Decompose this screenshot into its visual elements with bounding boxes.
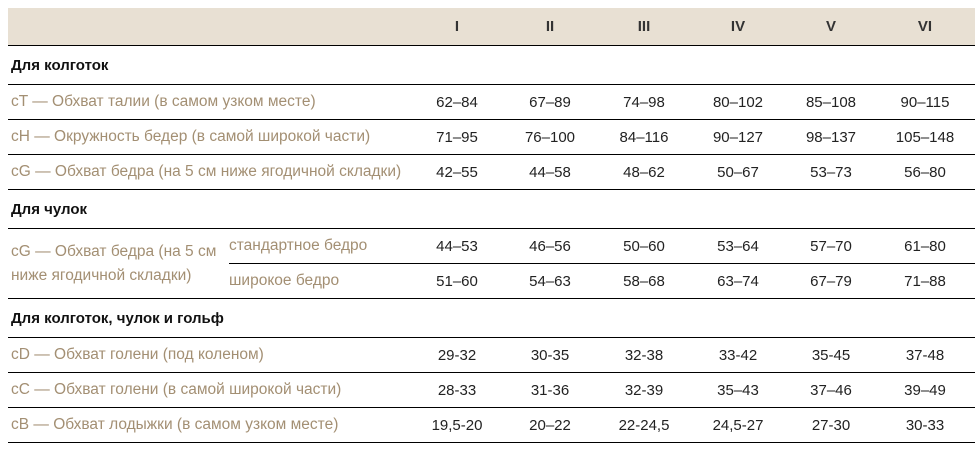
table-cell: 61–80 xyxy=(904,237,946,255)
subrow-label: широкое бедро xyxy=(229,272,340,289)
column-header: II xyxy=(545,18,555,35)
table-cell: 42–55 xyxy=(436,163,478,181)
table-cell: 67–79 xyxy=(810,272,852,290)
section-title: Для колготок, чулок и гольф xyxy=(11,309,224,327)
row-label-line: ниже ягодичной складки) xyxy=(11,267,192,284)
table-cell: 90–115 xyxy=(900,93,950,111)
column-header: III xyxy=(637,18,651,35)
section-title: Для колготок xyxy=(11,56,109,74)
row-label: cG — Обхват бедра (на 5 см ниже ягодичной складки) xyxy=(11,163,402,180)
row-label: cH — Окружность бедер (в самой широкой части) xyxy=(11,128,371,145)
section-row xyxy=(8,46,975,85)
section-row xyxy=(8,190,975,229)
table-cell: 57–70 xyxy=(810,237,852,255)
row-label: cC — Обхват голени (в самой широкой части) xyxy=(11,381,342,398)
table-cell: 54–63 xyxy=(529,272,571,290)
table-cell: 67–89 xyxy=(529,93,571,111)
table-cell: 30-33 xyxy=(905,416,945,434)
table-cell: 71–88 xyxy=(904,272,946,290)
column-header: I xyxy=(454,18,460,35)
table-cell: 50–60 xyxy=(623,237,665,255)
row-label: cB — Обхват лодыжки (в самом узком месте) xyxy=(11,416,339,433)
table-cell: 85–108 xyxy=(805,93,857,111)
table-cell: 62–84 xyxy=(436,93,478,111)
table-row xyxy=(8,264,975,299)
table-cell: 80–102 xyxy=(712,93,764,111)
column-header: IV xyxy=(730,18,746,35)
table-cell: 37-48 xyxy=(905,346,945,364)
table-row xyxy=(8,120,975,155)
table-row xyxy=(8,338,975,373)
table-row xyxy=(8,408,975,443)
table-cell: 30-35 xyxy=(530,346,570,364)
table-subrow xyxy=(229,229,975,264)
table-cell: 35–43 xyxy=(717,381,759,399)
table-cell: 22-24,5 xyxy=(618,416,670,434)
section-row xyxy=(8,299,975,338)
table-cell: 32-38 xyxy=(624,346,664,364)
table-cell: 20–22 xyxy=(529,416,571,434)
subrow-label: стандартное бедро xyxy=(229,237,368,254)
table-cell: 90–127 xyxy=(712,128,764,146)
table-cell: 74–98 xyxy=(623,93,665,111)
table-cell: 51–60 xyxy=(436,272,478,290)
table-cell: 28-33 xyxy=(437,381,477,399)
table-cell: 56–80 xyxy=(904,163,946,181)
table-cell: 58–68 xyxy=(623,272,665,290)
table-row xyxy=(8,85,975,120)
table-cell: 46–56 xyxy=(529,237,571,255)
table-cell: 53–64 xyxy=(717,237,759,255)
column-header: VI xyxy=(917,18,933,35)
table-cell: 33-42 xyxy=(718,346,758,364)
table-row xyxy=(8,155,975,190)
table-cell: 71–95 xyxy=(436,128,478,146)
table-cell: 44–58 xyxy=(529,163,571,181)
row-label: cD — Обхват голени (под коленом) xyxy=(11,346,264,363)
table-cell: 31-36 xyxy=(530,381,570,399)
table-cell: 48–62 xyxy=(623,163,665,181)
table-cell: 29-32 xyxy=(437,346,477,364)
table-cell: 24,5-27 xyxy=(712,416,764,434)
row-label-line: cG — Обхват бедра (на 5 см xyxy=(11,243,217,260)
table-cell: 27-30 xyxy=(811,416,851,434)
table-cell: 44–53 xyxy=(436,237,478,255)
row-label: cT — Обхват талии (в самом узком месте) xyxy=(11,93,316,110)
table-cell: 50–67 xyxy=(717,163,759,181)
table-cell: 76–100 xyxy=(524,128,576,146)
table-cell: 98–137 xyxy=(805,128,857,146)
section-title: Для чулок xyxy=(11,200,87,218)
table-cell: 37–46 xyxy=(810,381,852,399)
table-row xyxy=(8,373,975,408)
table-cell: 63–74 xyxy=(717,272,759,290)
table-cell: 84–116 xyxy=(619,128,669,146)
table-cell: 53–73 xyxy=(810,163,852,181)
table-cell: 19,5-20 xyxy=(431,416,483,434)
table-cell: 39–49 xyxy=(904,381,946,399)
table-cell: 32-39 xyxy=(624,381,664,399)
header-row xyxy=(8,8,975,46)
table-cell: 105–148 xyxy=(895,128,955,146)
column-header: V xyxy=(825,18,836,35)
table-cell: 35-45 xyxy=(811,346,851,364)
